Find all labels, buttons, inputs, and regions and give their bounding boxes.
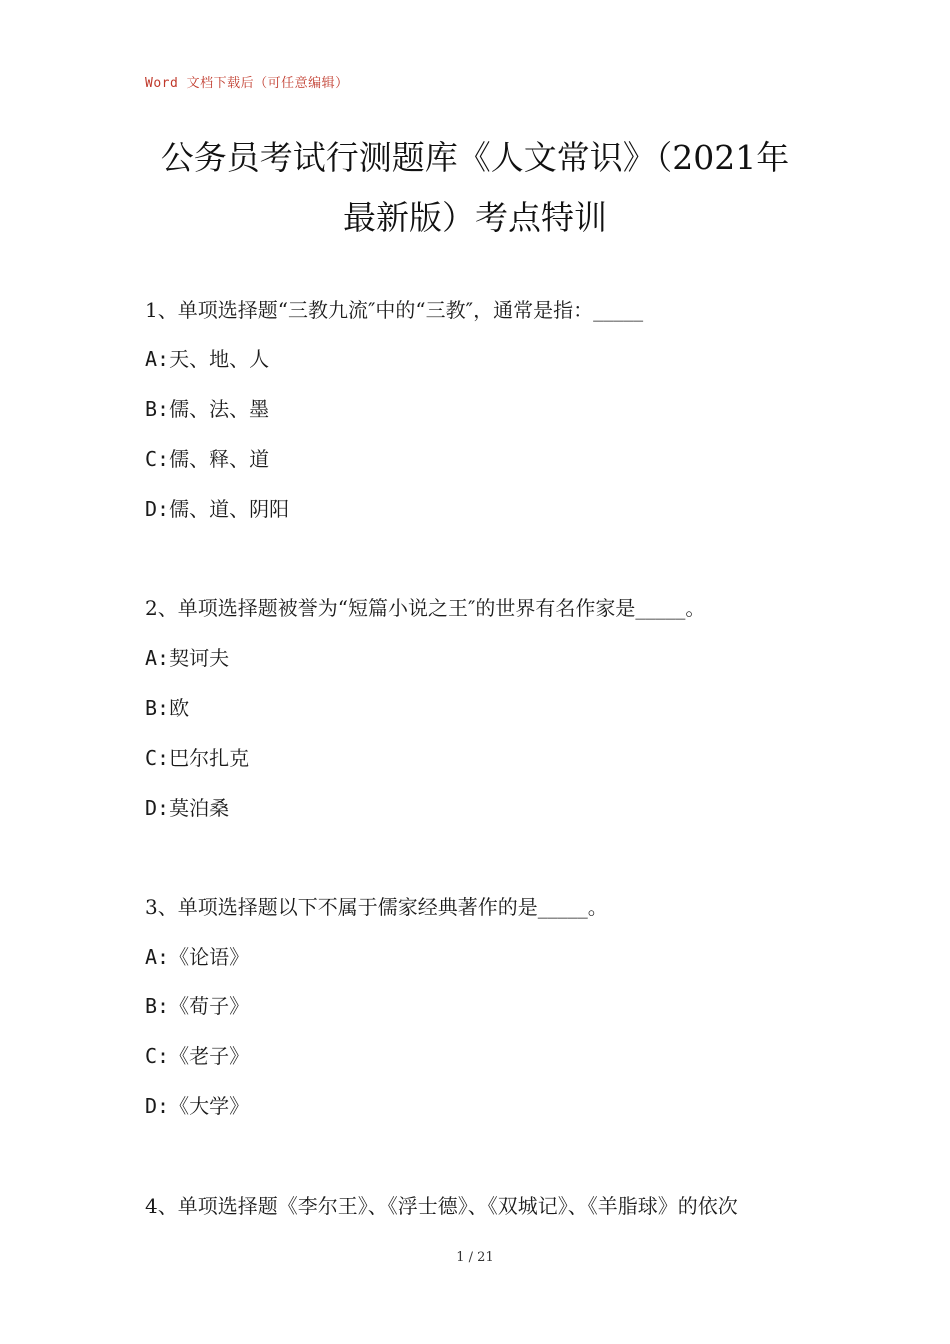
question-1-option-d	[145, 495, 289, 523]
option-text: 《老子》	[169, 1044, 250, 1068]
question-3-option-a	[145, 943, 249, 971]
title-line-2: 最新版）考点特训	[343, 198, 607, 237]
question-4-stem: 4、单项选择题《李尔王》、《浮士德》、《双城记》、《羊脂球》的依次	[145, 1194, 738, 1218]
option-text: 儒、释、道	[169, 447, 270, 471]
option-letter: D:	[145, 1094, 170, 1118]
option-letter: C:	[145, 447, 170, 471]
question-1-option-a	[145, 345, 269, 373]
question-2-option-b	[145, 694, 189, 722]
option-letter: B:	[145, 397, 170, 421]
question-3-option-d	[145, 1092, 249, 1120]
question-3-option-c	[145, 1042, 249, 1070]
title-line-1: 公务员考试行测题库《人文常识》（2021年	[160, 138, 790, 177]
option-text: 天、地、人	[169, 347, 270, 371]
option-text: 欧	[169, 696, 190, 720]
question-2-option-a	[145, 644, 229, 672]
page-indicator: 1 / 21	[456, 1250, 494, 1265]
question-3-option-b	[145, 992, 249, 1020]
document-title	[100, 128, 850, 248]
question-3-stem: 3、单项选择题以下不属于儒家经典著作的是_____。	[145, 895, 608, 919]
question-2-option-d	[145, 794, 229, 822]
option-letter: A:	[145, 646, 170, 670]
option-letter: B:	[145, 696, 170, 720]
option-text: 契诃夫	[169, 646, 230, 670]
question-1-option-b	[145, 395, 269, 423]
option-text: 莫泊桑	[169, 796, 230, 820]
option-letter: D:	[145, 497, 170, 521]
option-letter: D:	[145, 796, 170, 820]
option-text: 儒、道、阴阳	[169, 497, 290, 521]
option-text: 《论语》	[169, 945, 250, 969]
question-1-option-c	[145, 445, 269, 473]
option-letter: B:	[145, 994, 170, 1018]
option-text: 《荀子》	[169, 994, 250, 1018]
header-note: Word 文档下载后（可任意编辑）	[145, 76, 349, 91]
option-text: 巴尔扎克	[169, 746, 250, 770]
option-letter: C:	[145, 746, 170, 770]
option-text: 《大学》	[169, 1094, 250, 1118]
question-1-stem: 1、单项选择题“三教九流″中的“三教″，通常是指：_____	[145, 298, 644, 322]
question-2-stem: 2、单项选择题被誉为“短篇小说之王″的世界有名作家是_____。	[145, 596, 706, 620]
option-letter: C:	[145, 1044, 170, 1068]
option-text: 儒、法、墨	[169, 397, 270, 421]
question-2-option-c	[145, 744, 249, 772]
option-letter: A:	[145, 347, 170, 371]
option-letter: A:	[145, 945, 170, 969]
